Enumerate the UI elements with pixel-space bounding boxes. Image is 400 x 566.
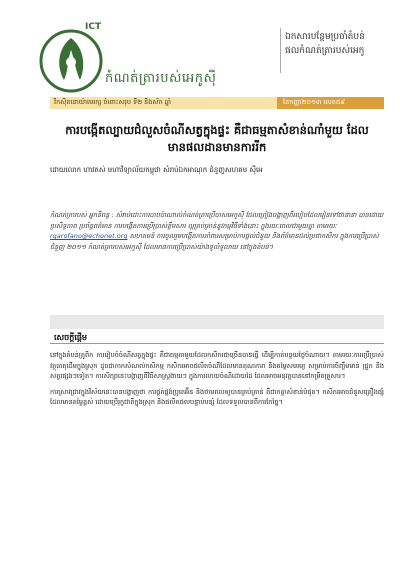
header-right-text [285, 30, 395, 58]
header-divider [280, 28, 281, 73]
intro-paragraph-1: នៅក្នុងតំបន់ត្រូពិក ការរៀបចំចំណីសត្វក្នុងផ្ទះ គឺជាធម្មតាមួយដែលកសិករជាច្រើនបានធ្វើ ដើម្បីកាត់បន្ថយថ្លៃចំណាយ។ តាមរយៈការប្រើប្រាស់វត្ថុធាតុដើមក្នុងស្រុក ដូចជាកាកសំណល់កសិកម្ម កសិករអាចផលិតចំណីដែលមានគុណភាព និងតម្លៃសមរម្យ សម្រាប់ការចិញ្ចឹមមាន់ ជ្រូក និងសត្វផ្សេងៗទៀត។ ការសិក្សានេះបង្ហាញពីវិធីសាស្ត្រងាយៗ ក្នុងការលាយចំណីដោយដៃ ដែលអាចអនុវត្តបាននៅកម្រិតគ្រួសារ។ [50, 351, 384, 380]
document-header [0, 0, 400, 110]
issue-date: ខែកញ្ញា២០១៣ លេខ៥៩ [277, 97, 384, 109]
section-rule [50, 343, 384, 344]
introduction-body [50, 350, 384, 413]
article-abstract [50, 210, 384, 252]
abstract-text-2: សហគមន៍ ការចូលរួមបង្កើតការគាំពារសម្រាប់ការផ្តល់ជំនួយ និងព័ត៌មានដល់ប្រជាកសិករ ក្នុងការប្រើប្រាស់ជំនួញ ២០១១ កំណត់ត្រារបស់អេកូស៊ី ដែលមានការប្រើប្រាស់យ៉ាងទូលំទូលាយ នៅក្នុងតំបន់។ [50, 232, 379, 251]
intro-paragraph-2: ការស្រាវជ្រាវក្នុងវិស័យនេះបានបង្ហាញថា ការផ្គត់ផ្គង់ប្រូតេអ៊ីន និងថាមពលឲ្យបានគ្រប់គ្រាន់ គឺជាកត្តាសំខាន់បំផុត។ កសិករអាចជំនួសគ្រឿងផ្សំដែលមានតម្លៃខ្ពស់ ដោយប្រើរុក្ខជាតិក្នុងស្រុក និងផលិតផលបន្ទាប់បន្សំ ដែលទទួលបានពីការកែច្នៃ។ [50, 387, 384, 406]
article-authors: ដោយលោក ហាវតស់ មហាវិទ្យាល័យកម្ពុជា សំរាប់ឯកអាណុក ជំនួញសហគម ស៊ីអេ ​ [50, 166, 265, 174]
brand-mark: ICT [85, 22, 102, 32]
publication-title: កំណត់ត្រារបស់អេកូស៊ី [105, 71, 217, 86]
header-right-line-1: ឯកសារបន្ថែមប្រចាំតំបន់ [285, 32, 365, 42]
author-email-link[interactable]: rgarofano@echonet.org [50, 232, 128, 240]
abstract-text: កំណត់ត្រារបស់ អ្នកនិពន្ធ : សំរាប់ដោះការបាបប៉ាណាល់កំណត់ត្រាប្រើបាសអេកូស៊ី ដែលព្រៀងបង្ហាញពីរបៀបដែលរៀនទៅជានានា បានដោយប្រសិទ្ធភាព ប្រព័ន្ធពត៌មាន ការបង្កើតការប្រើប្រាស់ខ្លឹមសារ ល្អគ្រប់គ្រាន់នូវកម្មវិធីទាំងនោះ ក្នុងរយៈពេលជាមួយគ្នា តាមរយៈ [50, 211, 384, 230]
header-right-line-2: ផលកំណត់ត្រារបស់អេកូ [285, 46, 365, 56]
section-spacer-bar [50, 315, 384, 329]
article-title: ការបង្កើតល្បាយជំលួសចំណីសត្វក្នុងផ្ទះ គឺជាធម្មតាសំខាន់ណាំមួយ ដែលមានផលដានមានការរីក [65, 123, 369, 154]
echo-logo-icon [38, 28, 104, 94]
section-heading-introduction: សេចក្តីផ្តើម [54, 333, 88, 342]
issue-band [50, 97, 384, 109]
issue-band-left: វិកស៊ិតនោយ៉ាមេរក្ស ចំពោះសរុប ទី២ និងស័ក ឆ្នាំ [50, 97, 277, 109]
